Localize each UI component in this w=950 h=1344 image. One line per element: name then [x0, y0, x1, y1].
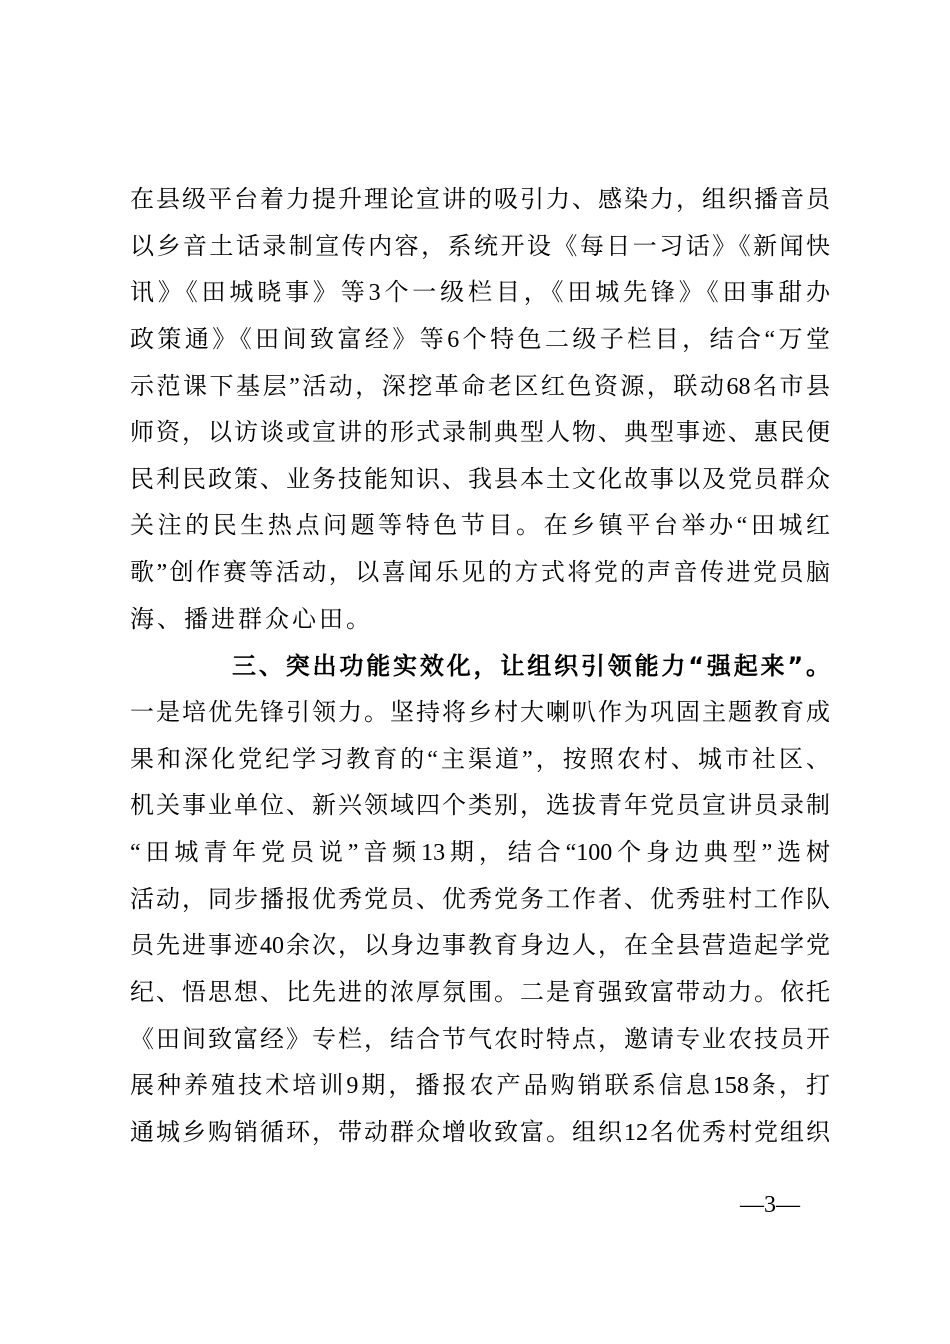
text-line: 民利民政策、业务技能知识、我县本土文化故事以及党员群众 [130, 466, 830, 493]
page-number: —3— [740, 1192, 800, 1218]
document-body [130, 177, 830, 1156]
section-heading: 三、突出功能实效化，让组织引领能力“强起来”。 [232, 652, 830, 681]
text-line: 歌”创作赛等活动，以喜闻乐见的方式将党的声音传进党员脑 [130, 560, 830, 587]
text-line: 活动，同步播报优秀党员、优秀党务工作者、优秀驻村工作队 [130, 886, 830, 913]
text-line: 纪、悟思想、比先进的浓厚氛围。二是育强致富带动力。依托 [130, 979, 830, 1006]
text-line: 机关事业单位、新兴领域四个类别，选拔青年党员宣讲员录制 [130, 793, 830, 820]
text-line: 政策通》《田间致富经》等6个特色二级子栏目，结合“万堂 [130, 326, 830, 353]
text-line: 在县级平台着力提升理论宣讲的吸引力、感染力，组织播音员 [130, 187, 830, 213]
text-line: “田城青年党员说”音频13期，结合“100个身边典型”选树 [130, 839, 830, 866]
text-line: 师资，以访谈或宣讲的形式录制典型人物、典型事迹、惠民便 [130, 420, 830, 447]
text-line: 通城乡购销循环，带动群众增收致富。组织12名优秀村党组织 [130, 1119, 830, 1146]
text-line: 《田间致富经》专栏，结合节气农时特点，邀请专业农技员开 [130, 1026, 830, 1053]
text-line: 海、播进群众心田。 [130, 606, 373, 633]
text-line: 员先进事迹40余次，以身边事教育身边人，在全县营造起学党 [130, 933, 830, 960]
text-line: 果和深化党纪学习教育的“主渠道”，按照农村、城市社区、 [130, 746, 830, 773]
text-line: 以乡音土话录制宣传内容，系统开设《每日一习话》《新闻快 [130, 233, 830, 260]
text-line: 展种养殖技术培训9期，播报农产品购销联系信息158条，打 [130, 1073, 830, 1100]
text-line: 示范课下基层”活动，深挖革命老区红色资源，联动68名市县 [130, 373, 830, 400]
text-line: 讯》《田城晓事》等3个一级栏目，《田城先锋》《田事甜办 [130, 280, 830, 307]
text-line: 关注的民生热点问题等特色节目。在乡镇平台举办“田城红 [130, 513, 830, 540]
text-line: 一是培优先锋引领力。坚持将乡村大喇叭作为巩固主题教育成 [130, 700, 830, 727]
